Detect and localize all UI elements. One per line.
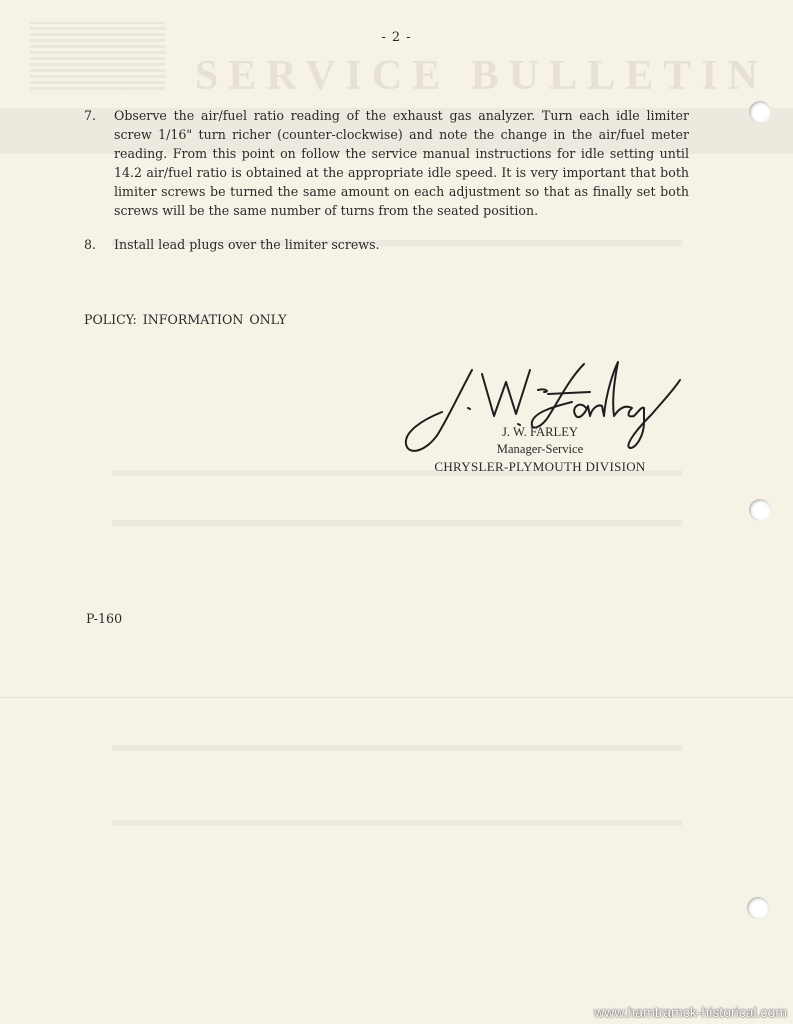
signature-block [405, 424, 675, 475]
step-list [84, 106, 689, 269]
step-item [84, 235, 689, 254]
watermark: www.hamtramck-historical.com [594, 1004, 787, 1020]
step-item [84, 106, 689, 220]
step-text: Install lead plugs over the limiter screws. [114, 237, 380, 252]
bleed-through-line [112, 820, 682, 826]
punch-hole [747, 897, 769, 919]
page-number: - 2 - [381, 30, 412, 45]
bleed-through-line [112, 745, 682, 751]
punch-hole [749, 101, 771, 123]
signer-name: J. W. FARLEY [501, 425, 579, 439]
punch-hole [749, 499, 771, 521]
policy-line: POLICY: INFORMATION ONLY [84, 312, 287, 327]
signer-title: Manager-Service [496, 442, 584, 456]
bleed-through-title: SERVICE BULLETIN [195, 53, 768, 99]
bulletin-code: P-160 [86, 611, 123, 626]
step-number: 8. [84, 237, 97, 252]
page-fold [0, 697, 793, 698]
step-number: 7. [84, 108, 97, 123]
signer-division: CHRYSLER-PLYMOUTH DIVISION [434, 459, 646, 474]
step-text: Observe the air/fuel ratio reading of the exhaust gas analyzer. Turn each idle limiter screw 1/16" turn richer (counter-clockwise) and note the change in the air/fuel meter reading. From this point on follow the service manual instructions for idle setting until 14.2 air/fuel ratio is obtained at the appropriate idle speed. It is very important that both limiter screws be turned the same amount on each adjustment so that as finally set both screws will be the same number of turns from the seated position. [114, 108, 689, 218]
bleed-through-line [112, 520, 682, 526]
